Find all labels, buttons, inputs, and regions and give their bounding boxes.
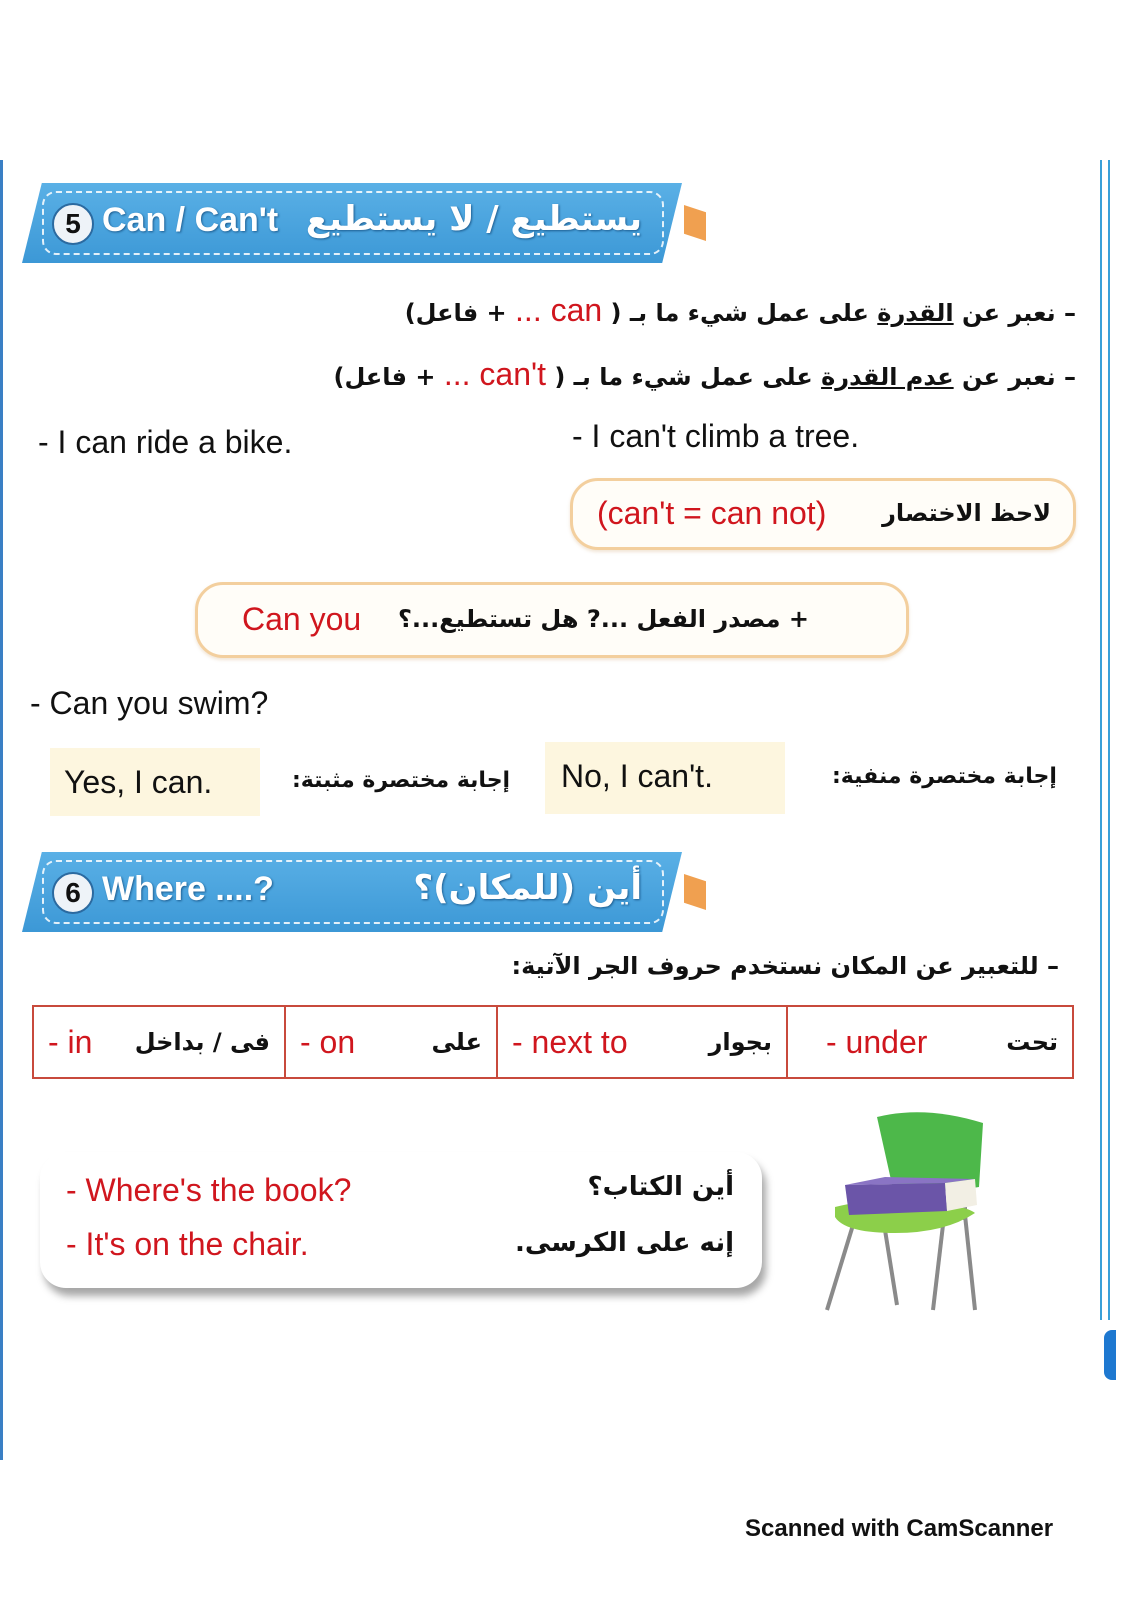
section-number: 5 — [52, 203, 94, 245]
example-cant: - I can't climb a tree. — [572, 418, 860, 454]
book-on-chair-icon — [815, 1105, 995, 1315]
section-title-en: Where ....? — [102, 870, 274, 908]
positive-answer-box: Yes, I can. — [50, 748, 260, 816]
section-number: 6 — [52, 872, 94, 914]
page-edge-tab — [1104, 1330, 1116, 1380]
example-can: - I can ride a bike. — [38, 424, 293, 460]
question-formula: Can you + مصدر الفعل ...? هل تستطيع...؟ — [195, 582, 909, 658]
example-answer-en: - It's on the chair. — [66, 1226, 309, 1262]
example-answer-ar: إنه على الكرسى. — [515, 1228, 734, 1258]
section-6-banner — [22, 852, 712, 932]
rule-can: – نعبر عن القدرة على عمل شيء ما بـ ( ... can + فاعل) — [404, 292, 1076, 328]
banner-fold — [684, 874, 706, 910]
banner-fold — [684, 205, 706, 241]
prep-cell-under: - under تحت — [787, 1006, 1073, 1078]
positive-answer-label: إجابة مختصرة مثبتة: — [292, 768, 511, 793]
page-right-border — [1100, 160, 1110, 1320]
prepositions-intro: – للتعبير عن المكان نستخدم حروف الجر الآتية: — [511, 952, 1059, 980]
scanner-watermark: Scanned with CamScanner — [745, 1515, 1054, 1542]
table-row — [33, 1006, 1073, 1078]
example-question-en: - Where's the book? — [66, 1172, 352, 1208]
prepositions-table — [32, 1005, 1074, 1079]
where-example-box — [40, 1152, 762, 1288]
section-title-ar: يستطيع / لا يستطيع — [305, 199, 642, 239]
rule-cant: – نعبر عن عدم القدرة على عمل شيء ما بـ ( ... can't + فاعل) — [333, 356, 1076, 392]
example-question-ar: أين الكتاب؟ — [587, 1172, 734, 1202]
negative-answer-label: إجابة مختصرة منفية: — [832, 764, 1057, 789]
section-title-ar: أين (للمكان)؟ — [413, 868, 642, 908]
section-5-banner — [22, 183, 712, 263]
prep-cell-on: - on على — [285, 1006, 497, 1078]
prep-cell-next-to: - next to بجوار — [497, 1006, 787, 1078]
section-title-en: Can / Can't — [102, 201, 279, 239]
question-example: - Can you swim? — [30, 685, 269, 721]
page-left-border — [0, 160, 3, 1460]
negative-answer-box: No, I can't. — [545, 742, 785, 814]
prep-cell-in: - in فى / بداخل — [33, 1006, 285, 1078]
contraction-note: (can't = can not) لاحظ الاختصار — [570, 478, 1076, 550]
